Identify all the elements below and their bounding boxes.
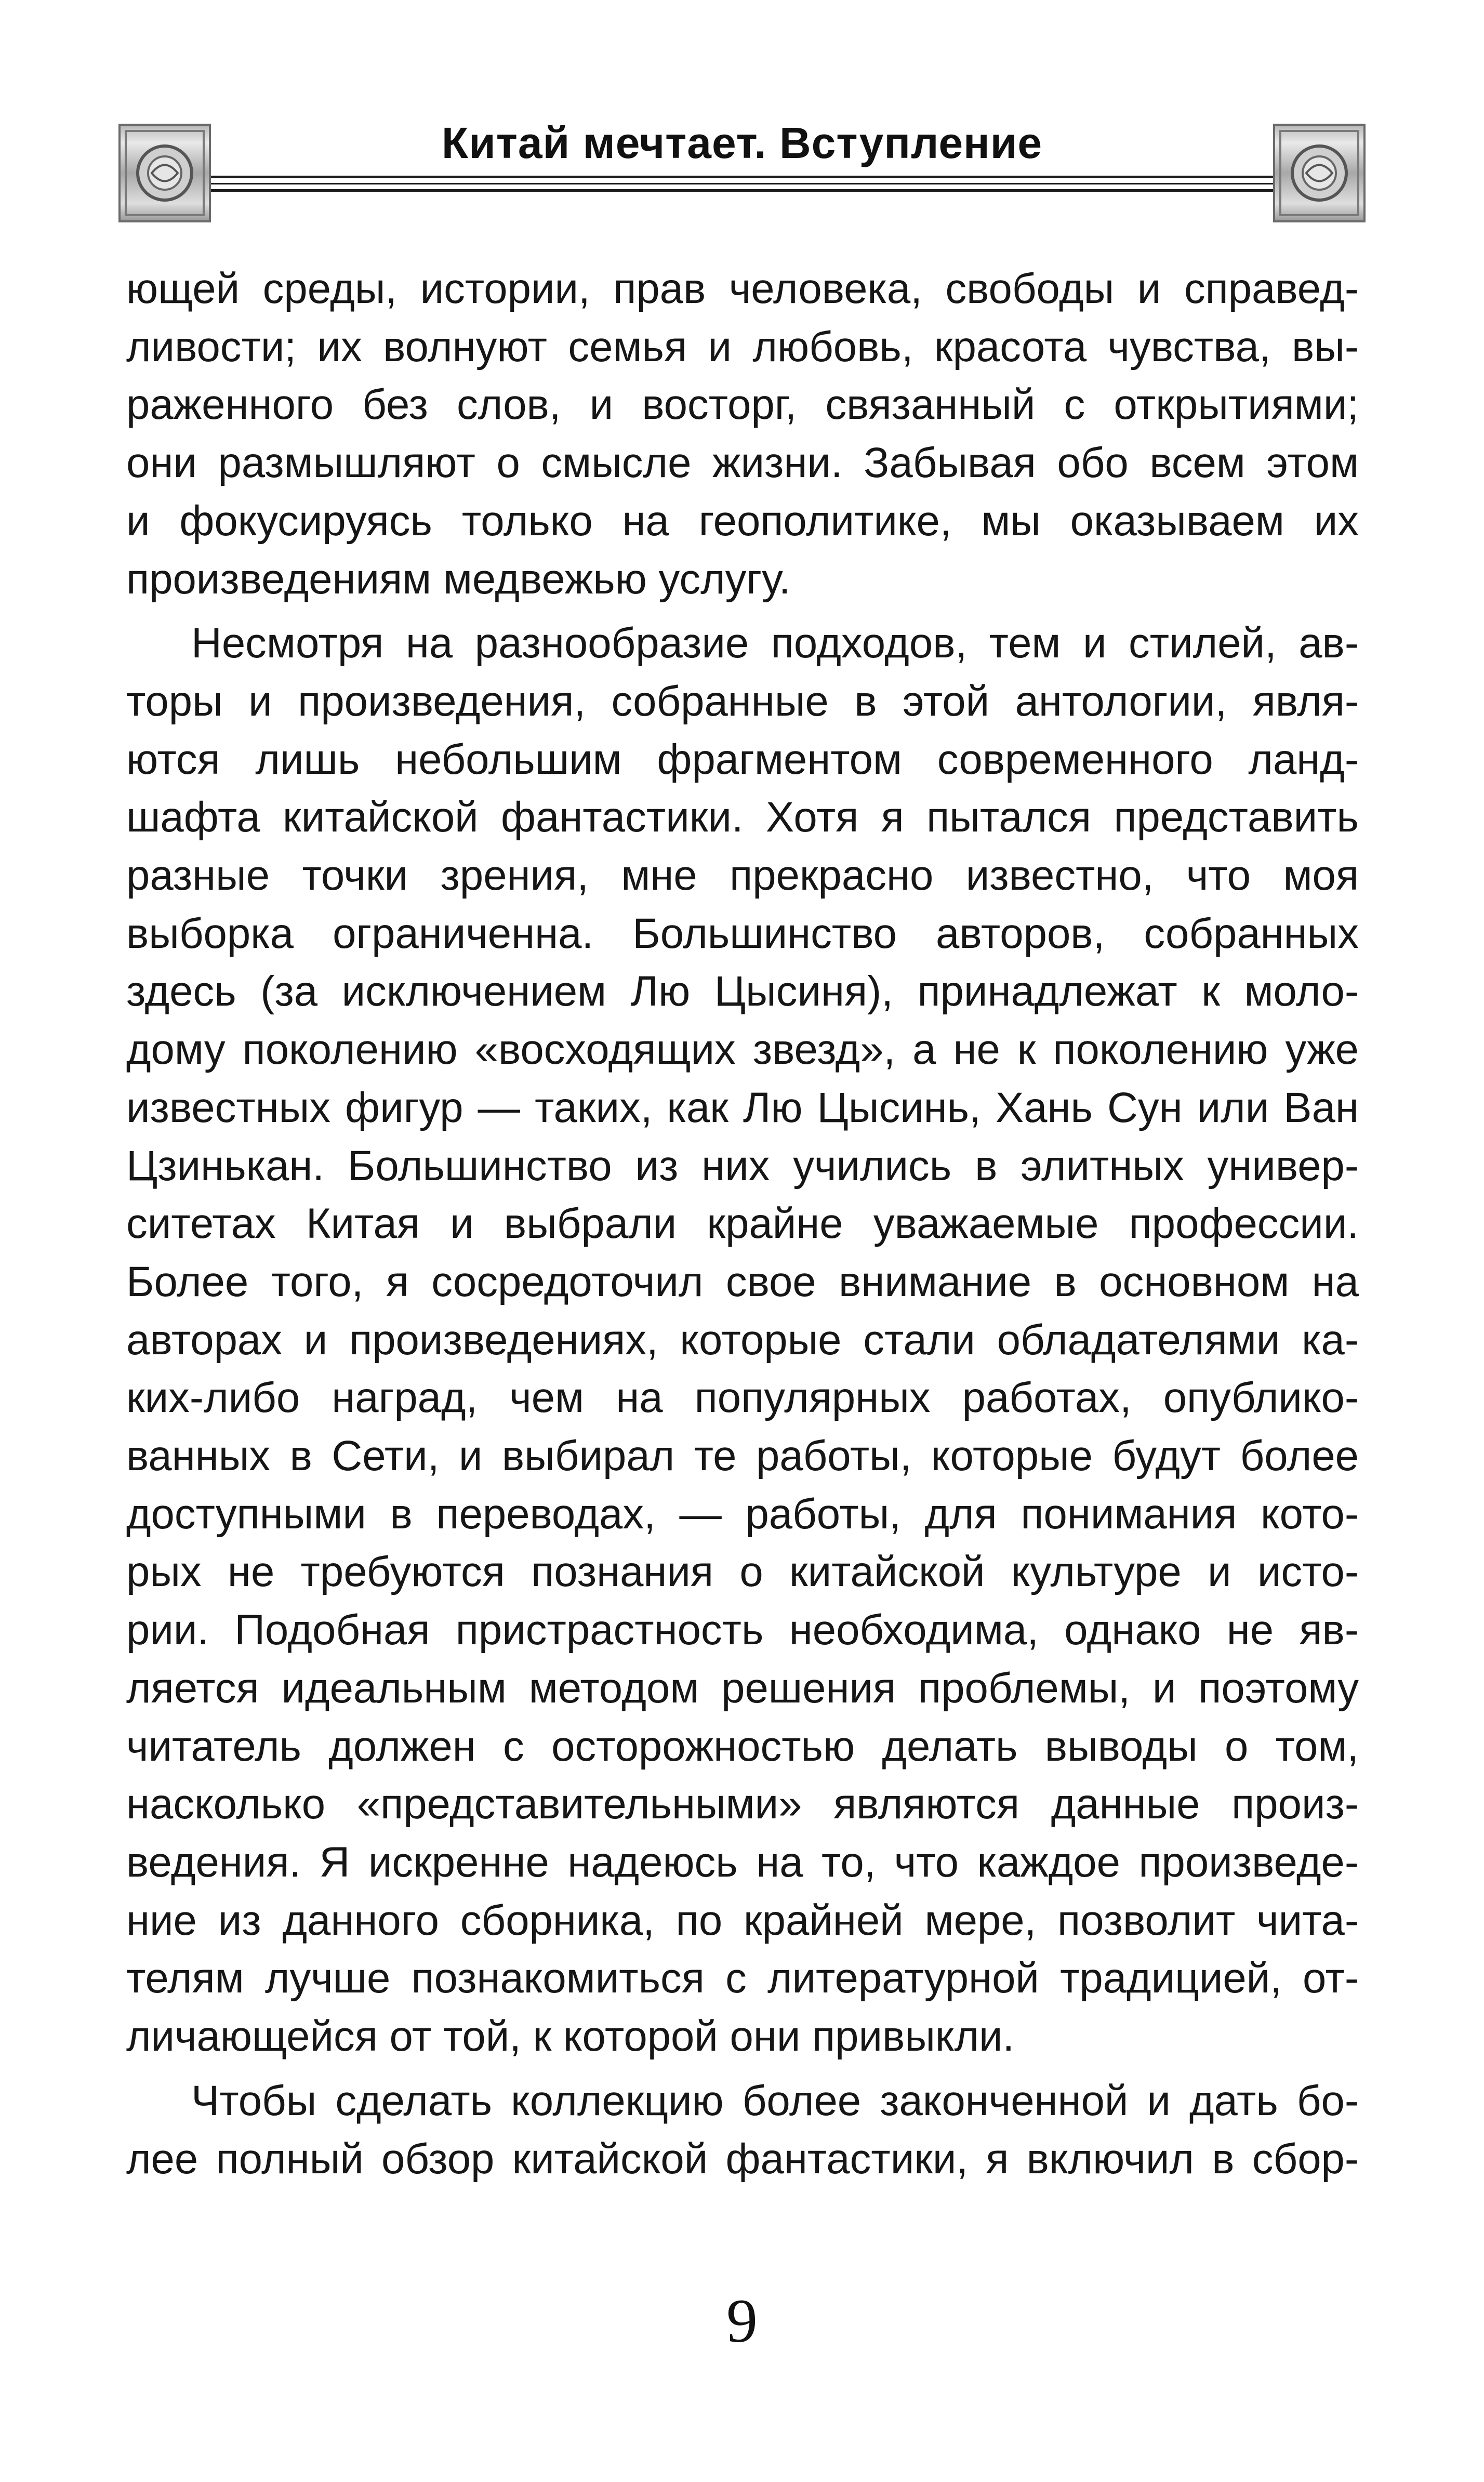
text-line: шафта китайской фантастики. Хотя я пытался представить: [126, 794, 1359, 841]
header-rule: [211, 176, 1273, 196]
text-line: ведения. Я искренне надеюсь на то, что каждое произведе-: [126, 1838, 1359, 1886]
text-line: раженного без слов, и восторг, связанный с открытиями;: [126, 381, 1359, 429]
text-line: ющей среды, истории, прав человека, свободы и справед-: [126, 265, 1359, 312]
text-line: Несмотря на разнообразие подходов, тем и стилей, ав-: [191, 619, 1359, 667]
ornament-emblem-icon: [1275, 126, 1363, 220]
text-line: личающейся от той, к которой они привыкли.: [126, 2013, 1015, 2061]
text-line: телям лучше познакомиться с литературной традицией, от-: [126, 1955, 1359, 2002]
text-line: ляется идеальным методом решения проблемы, и поэтому: [126, 1664, 1359, 1712]
text-line: ванных в Сети, и выбирал те работы, которые будут более: [126, 1432, 1359, 1480]
text-line: читатель должен с осторожностью делать выводы о том,: [126, 1722, 1359, 1770]
text-line: Более того, я сосредоточил свое внимание в основном на: [126, 1258, 1359, 1305]
text-line: произведениям медвежью услугу.: [126, 555, 791, 603]
text-line: рии. Подобная пристрастность необходима, однако не яв-: [126, 1606, 1359, 1654]
body-text: [126, 260, 1359, 2188]
text-line: авторах и произведениях, которые стали обладателями ка-: [126, 1316, 1359, 1364]
text-line: разные точки зрения, мне прекрасно известно, что моя: [126, 852, 1359, 900]
page-number: 9: [726, 2286, 758, 2355]
text-line: здесь (за исключением Лю Цысиня), принадлежат к моло-: [126, 968, 1359, 1015]
paragraph: [126, 2072, 1359, 2188]
text-line: Цзинькан. Большинство из них учились в элитных универ-: [126, 1142, 1359, 1190]
header-title: [118, 114, 1366, 171]
text-line: ливости; их волнуют семья и любовь, красота чувства, вы-: [126, 323, 1359, 371]
text-line: рых не требуются познания о китайской культуре и исто-: [126, 1548, 1359, 1596]
text-line: и фокусируясь только на геополитике, мы оказываем их: [126, 497, 1359, 545]
text-line: выборка ограниченна. Большинство авторов, собранных: [126, 909, 1359, 957]
paragraph: [126, 614, 1359, 2066]
text-line: ние из данного сборника, по крайней мере, позволит чита-: [126, 1896, 1359, 1944]
text-line: дому поколению «восходящих звезд», а не к поколению уже: [126, 1026, 1359, 1074]
paragraph: [126, 260, 1359, 608]
header-ornament-right: [1273, 124, 1366, 222]
text-line: ситетах Китая и выбрали крайне уважаемые профессии.: [126, 1200, 1359, 1248]
text-line: лее полный обзор китайской фантастики, я включил в сбор-: [126, 2135, 1359, 2183]
text-line: ких-либо наград, чем на популярных работах, опублико-: [126, 1374, 1359, 1422]
running-header: [118, 114, 1366, 223]
text-line: доступными в переводах, — работы, для понимания кото-: [126, 1490, 1359, 1538]
text-line: насколько «представительными» являются данные произ-: [126, 1780, 1359, 1828]
text-line: известных фигур — таких, как Лю Цысинь, Хань Сун или Ван: [126, 1084, 1359, 1131]
text-line: они размышляют о смысле жизни. Забывая обо всем этом: [126, 439, 1359, 487]
text-line: торы и произведения, собранные в этой антологии, явля-: [126, 677, 1359, 725]
text-line: ются лишь небольшим фрагментом современного ланд-: [126, 735, 1359, 783]
text-line: Чтобы сделать коллекцию более законченной и дать бо-: [191, 2077, 1359, 2124]
header-title-text: Китай мечтает. Вступление: [429, 118, 1055, 167]
